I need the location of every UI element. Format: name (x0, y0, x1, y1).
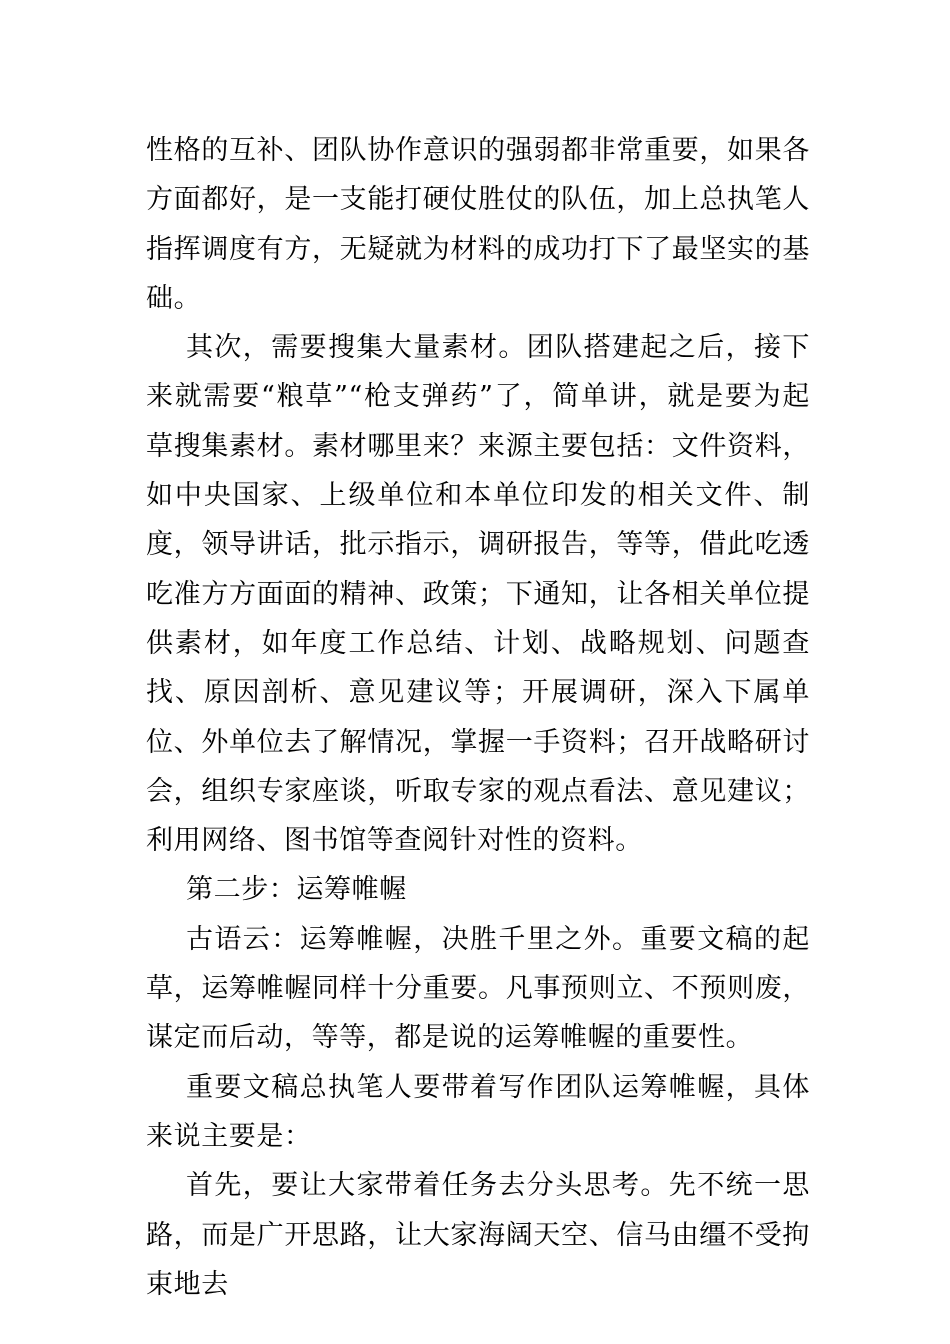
paragraph-first-thinking: 首先，要让大家带着任务去分头思考。先不统一思路，而是广开思路，让大家海阔天空、信马由缰不受拘束地去 (146, 1170, 810, 1300)
paragraph-continuation: 性格的互补、团队协作意识的强弱都非常重要，如果各方面都好，是一支能打硬仗胜仗的队伍，加上总执笔人指挥调度有方，无疑就为材料的成功打下了最坚实的基础。 (146, 135, 810, 314)
paragraph-team-planning: 重要文稿总执笔人要带着写作团队运筹帷幄，具体来说主要是： (146, 1071, 810, 1152)
paragraph-proverb: 古语云：运筹帷幄，决胜千里之外。重要文稿的起草，运筹帷幄同样十分重要。凡事预则立、不预则废，谋定而后动，等等，都是说的运筹帷幄的重要性。 (146, 923, 810, 1054)
section-heading-step-two: 第二步：运筹帷幄 (186, 874, 407, 906)
document-body (146, 126, 810, 1309)
paragraph-materials: 其次，需要搜集大量素材。团队搭建起之后，接下来就需要“粮草”“枪支弹药”了，简单讲，就是要为起草搜集素材。素材哪里来？来源主要包括：文件资料，如中央国家、上级单位和本单位印发的相关文件、制度，领导讲话，批示指示，调研报告，等等，借此吃透吃准方方面面的精神、政策；下通知，让各相关单位提供素材，如年度工作总结、计划、战略规划、问题查找、原因剖析、意见建议等；开展调研，深入下属单位、外单位去了解情况，掌握一手资料；召开战略研讨会，组织专家座谈，听取专家的观点看法、意见建议；利用网络、图书馆等查阅针对性的资料。 (146, 332, 810, 857)
